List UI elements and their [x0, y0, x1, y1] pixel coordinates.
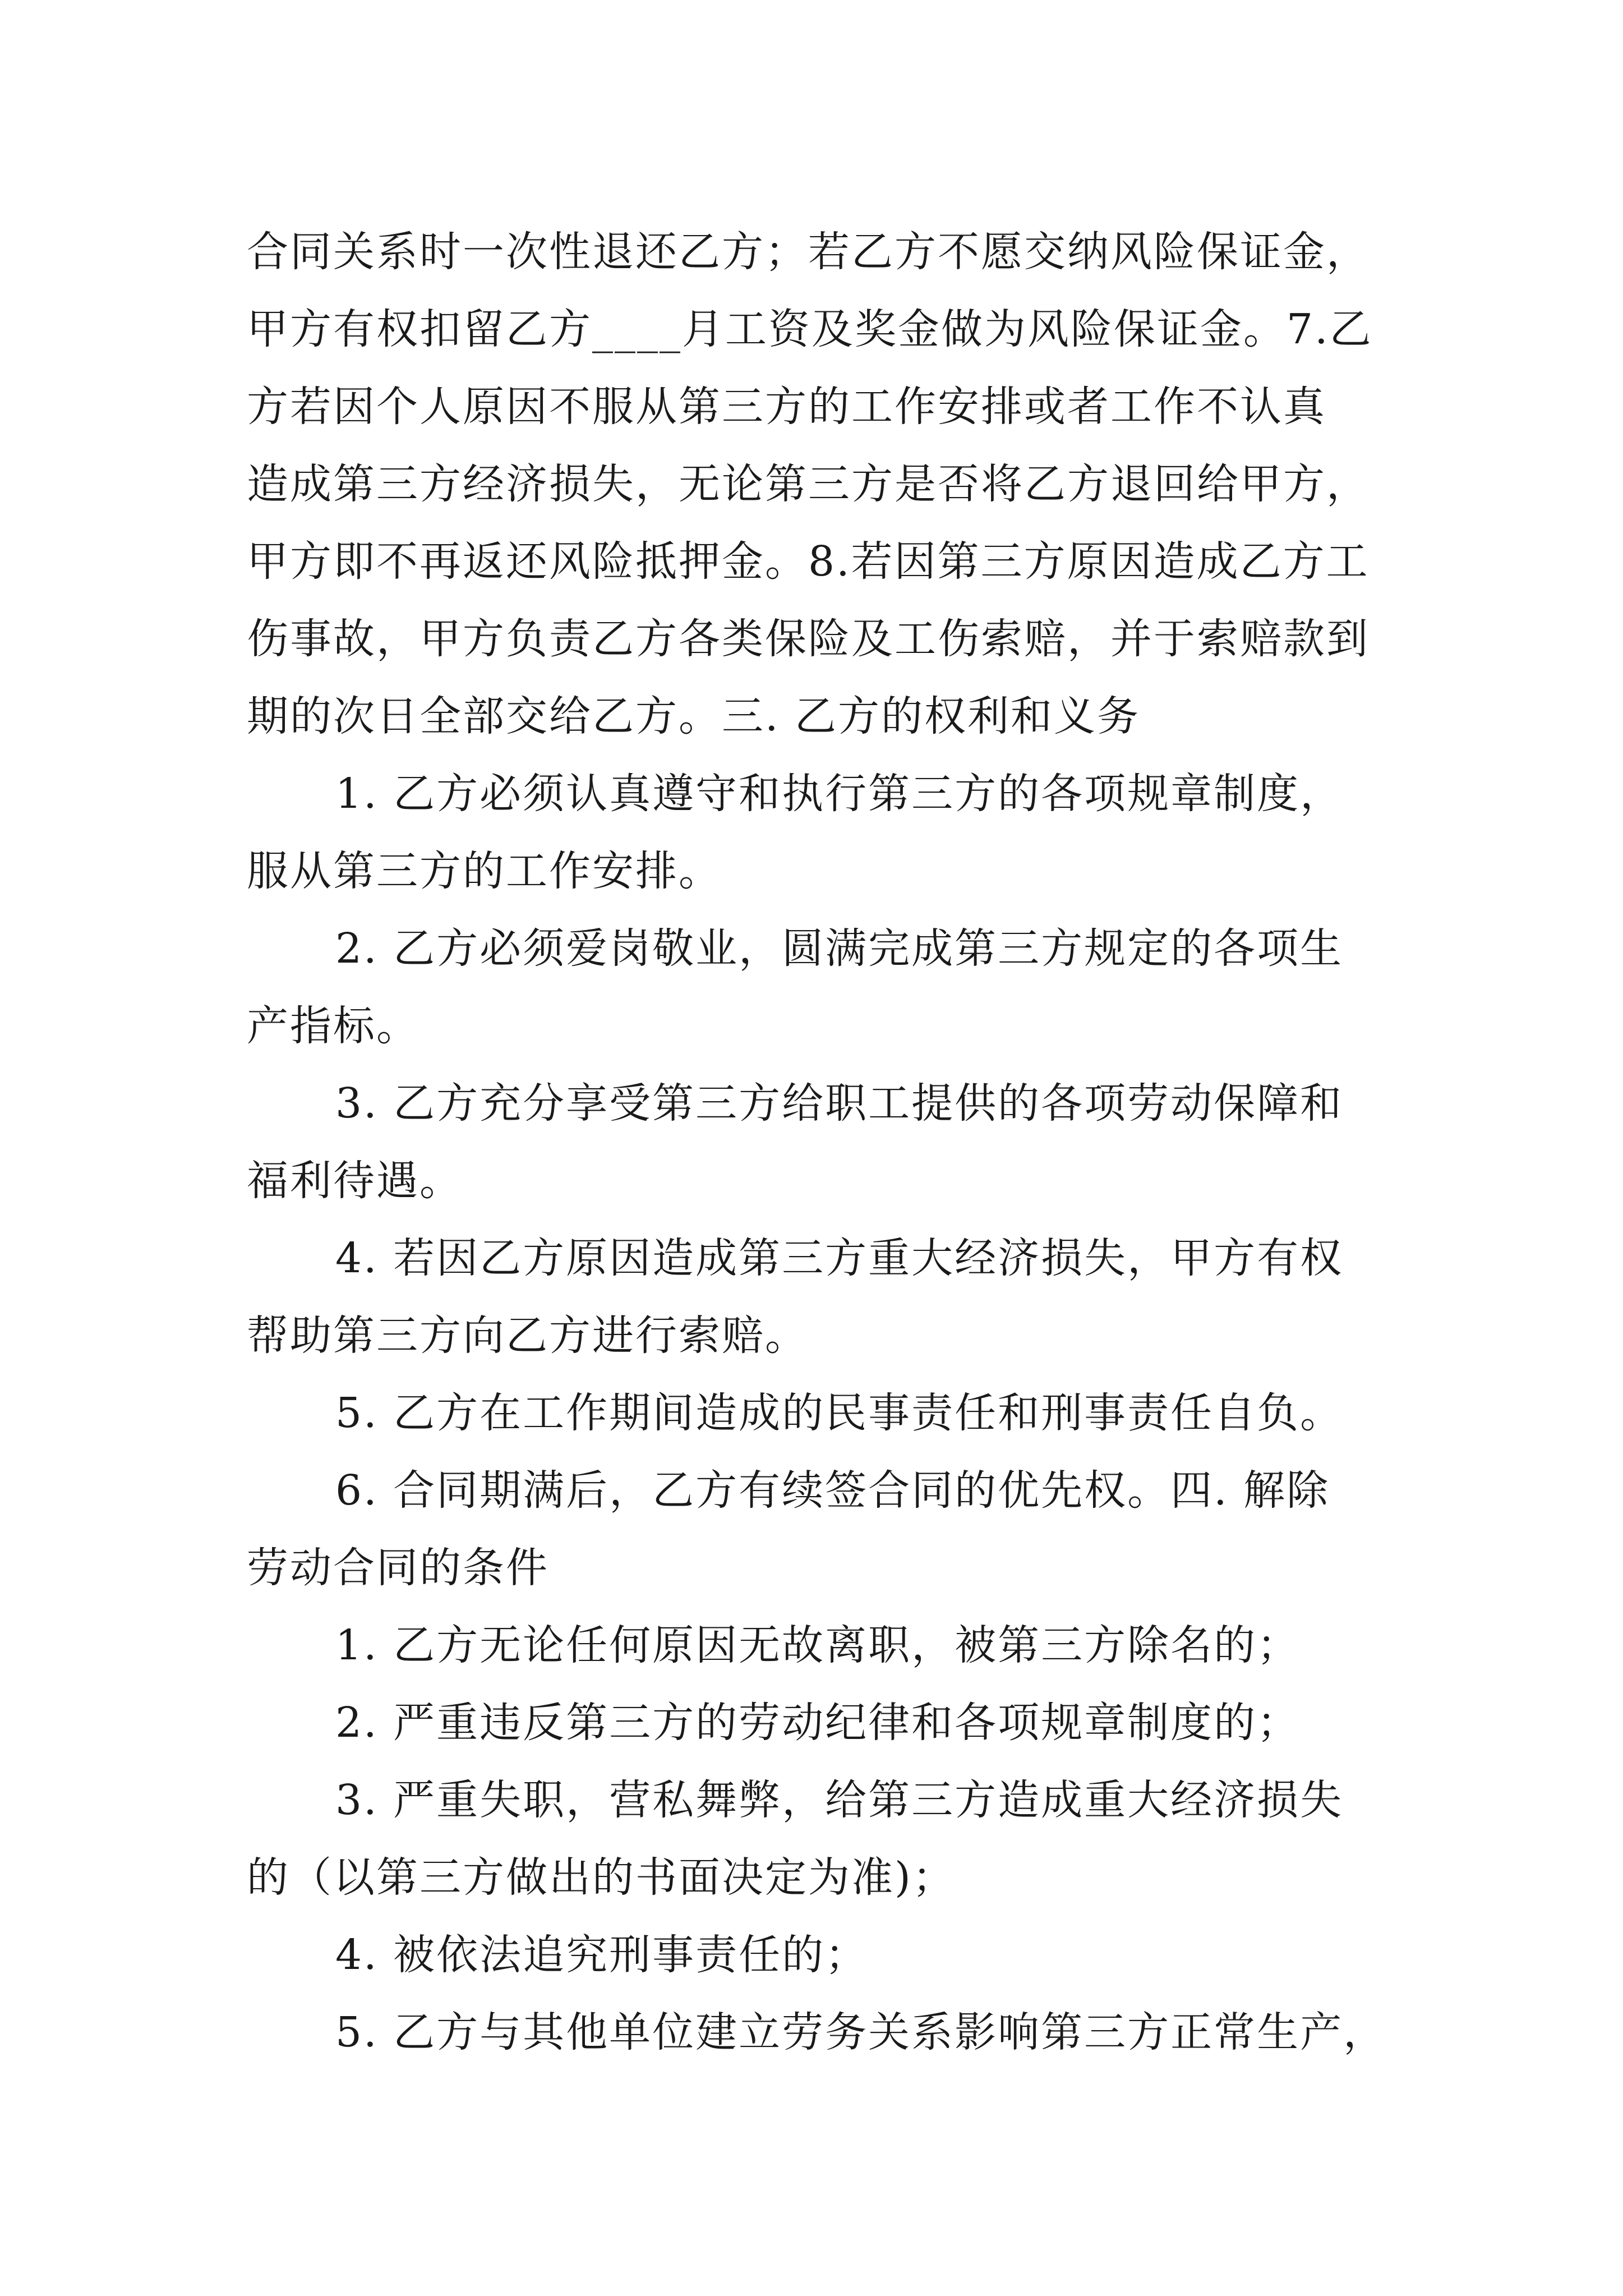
document-line: 4. 被依法追究刑事责任的； — [335, 1931, 869, 1979]
document-line: 6. 合同期满后，乙方有续签合同的优先权。四. 解除 — [335, 1466, 1330, 1515]
document-line: 甲方有权扣留乙方____月工资及奖金做为风险保证金。7.乙 — [247, 305, 1373, 353]
document-line: 福利待遇。 — [247, 1157, 463, 1205]
document-line: 合同关系时一次性退还乙方；若乙方不愿交纳风险保证金， — [247, 228, 1370, 276]
document-line: 5. 乙方与其他单位建立劳务关系影响第三方正常生产， — [335, 2008, 1387, 2056]
document-line: 2. 严重违反第三方的劳动纪律和各项规章制度的； — [335, 1699, 1301, 1747]
document-line: 的（以第三方做出的书面决定为准)； — [247, 1853, 956, 1902]
document-line: 1. 乙方必须认真遵守和执行第三方的各项规章制度， — [335, 770, 1344, 818]
document-line: 方若因个人原因不服从第三方的工作安排或者工作不认真 — [247, 383, 1326, 431]
document-line: 伤事故，甲方负责乙方各类保险及工伤索赔，并于索赔款到 — [247, 615, 1370, 663]
document-body — [247, 213, 1385, 2071]
document-line: 产指标。 — [247, 1002, 419, 1050]
document-line: 帮助第三方向乙方进行索赔。 — [247, 1312, 808, 1360]
document-line: 2. 乙方必须爱岗敬业，圆满完成第三方规定的各项生 — [335, 924, 1344, 973]
document-line: 5. 乙方在工作期间造成的民事责任和刑事责任自负。 — [335, 1389, 1344, 1437]
document-line: 造成第三方经济损失，无论第三方是否将乙方退回给甲方， — [247, 460, 1370, 508]
document-line: 服从第三方的工作安排。 — [247, 847, 722, 895]
document-line: 3. 乙方充分享受第三方给职工提供的各项劳动保障和 — [335, 1079, 1344, 1128]
document-line: 1. 乙方无论任何原因无故离职，被第三方除名的； — [335, 1621, 1301, 1669]
document-line: 劳动合同的条件 — [247, 1544, 549, 1592]
document-line: 期的次日全部交给乙方。三. 乙方的权利和义务 — [247, 692, 1141, 740]
document-line: 3. 严重失职，营私舞弊，给第三方造成重大经济损失 — [335, 1776, 1344, 1824]
document-line: 4. 若因乙方原因造成第三方重大经济损失，甲方有权 — [335, 1234, 1344, 1282]
document-line: 甲方即不再返还风险抵押金。8.若因第三方原因造成乙方工 — [247, 537, 1370, 586]
